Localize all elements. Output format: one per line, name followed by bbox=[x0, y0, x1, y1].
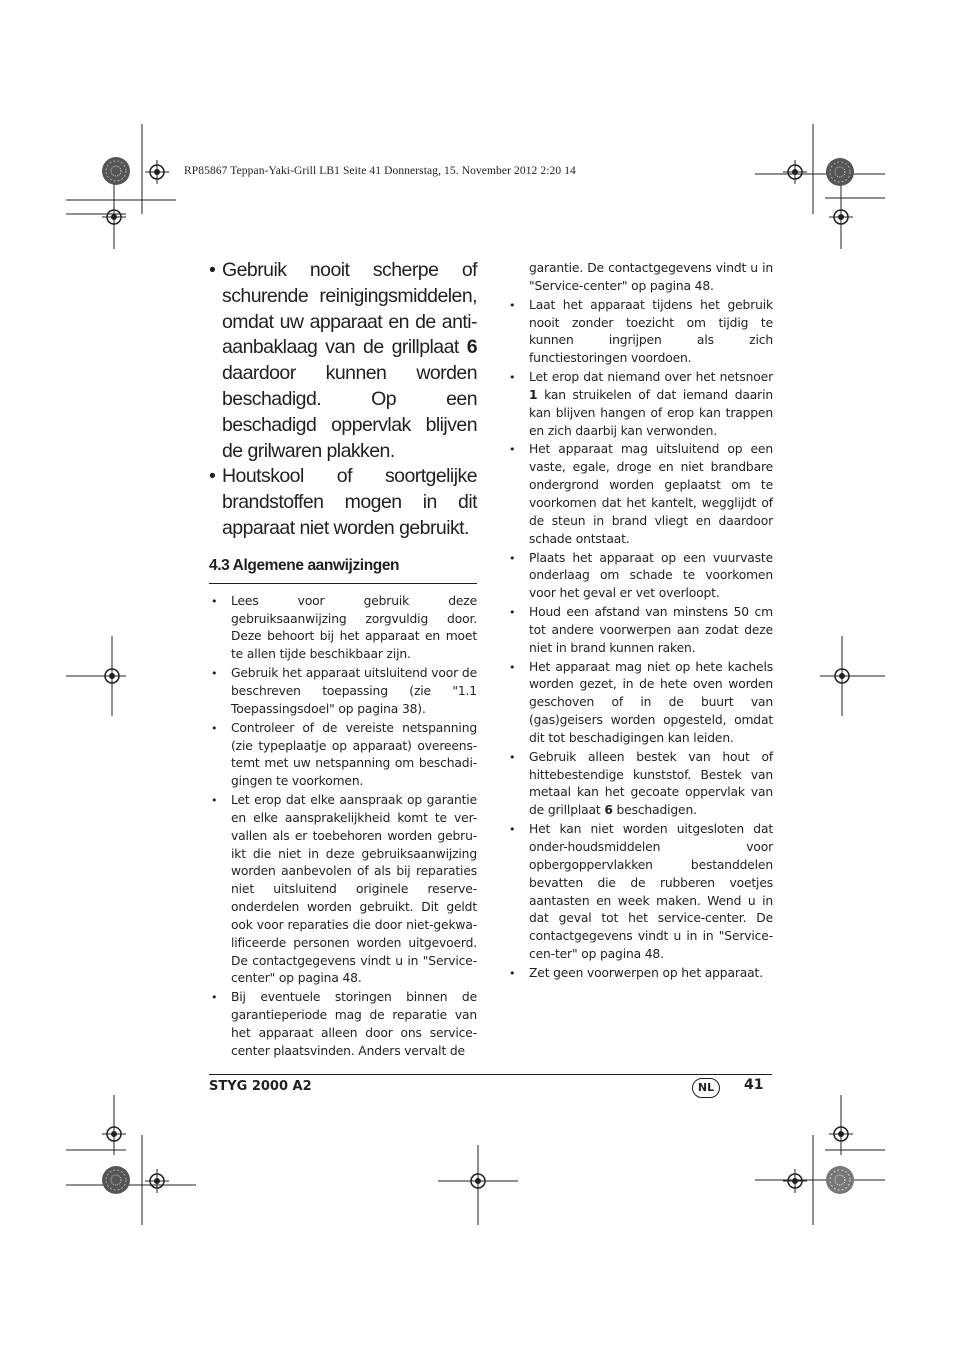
list-item: • Gebruik alleen bestek van hout of hittebestendige kunststof. Bestek van metaal kan het gecoate oppervlak van de grillplaat 6 beschadigen. bbox=[509, 749, 773, 818]
list-item: • Gebruik het apparaat uitsluitend voor de beschreven toepassing (zie "1.1 Toepassingsdoel" op pagina 38). bbox=[211, 666, 477, 716]
print-header: RP85867 Teppan-Yaki-Grill LB1 Seite 41 Donnerstag, 15. November 2012 2:20 14 bbox=[184, 165, 576, 177]
crosshair-top-left bbox=[145, 160, 169, 184]
registration-rosette-bottom-right bbox=[825, 1165, 855, 1195]
crosshair-middle-right bbox=[830, 664, 854, 688]
list-item: • Houd een afstand van minstens 50 cm tot andere voorwerpen aan zodat deze niet in brand kunnen raken. bbox=[509, 605, 773, 655]
list-item: • Het apparaat mag uitsluitend op een vaste, egale, droge en niet brandbare ondergrond worden geplaatst om te voorkomen dat het kantelt, wegglijdt of de steun in brand vliegt en daardoor schade ontstaat. bbox=[509, 442, 773, 546]
warning-item: • Gebruik nooit scherpe of schurende reinigingsmiddelen, omdat uw apparaat en de anti-aanbaklaag van de grillplaat 6 daardoor kunnen worden beschadigd. Op een beschadigd oppervlak blijven de grilwaren plakken. bbox=[209, 259, 477, 462]
bullet: • bbox=[209, 465, 216, 488]
registration-rosette-top-left bbox=[101, 156, 131, 186]
bullet: • bbox=[509, 371, 516, 385]
list-item: • Het apparaat mag niet op hete kachels worden gezet, in de hete oven worden geschoven of in de buurt van (gas)geisers worden opgesteld, omdat dit tot beschadigingen kan leiden. bbox=[509, 659, 773, 745]
crosshair-bottom-center bbox=[466, 1169, 490, 1193]
footer-rule bbox=[209, 1074, 772, 1075]
right-column bbox=[507, 260, 773, 984]
crop-mark-top-right bbox=[755, 124, 885, 249]
bullet: • bbox=[509, 966, 516, 980]
bullet: • bbox=[209, 259, 216, 281]
crosshair-bottom-right bbox=[783, 1169, 807, 1193]
crosshair-top-right-lower bbox=[829, 205, 853, 229]
crop-mark-bottom-right bbox=[755, 1095, 885, 1225]
bullet: • bbox=[211, 991, 218, 1005]
list-item: • Zet geen voorwerpen op het apparaat. bbox=[507, 965, 773, 983]
list-item: • Let erop dat elke aanspraak op garantie en elke aansprakelijkheid komt te ver-vallen als er toebehoren worden gebru-ikt die niet in deze gebruiksaanwijzing worden aanbevolen of als bij reparaties niet uitsluitend originele reserve-onderdelen worden gebruikt. Dit geldt ook voor reparaties die door niet-gekwa-lificeerde personen worden uitgevoerd. De contactgegevens vindt u in "Service-center" op pagina 48. bbox=[211, 793, 477, 986]
crop-mark-top-left bbox=[66, 124, 176, 249]
bullet: • bbox=[211, 794, 218, 808]
bullet: • bbox=[211, 667, 218, 681]
bullet: • bbox=[509, 750, 516, 764]
bullet: • bbox=[211, 594, 218, 608]
bullet: • bbox=[509, 551, 516, 565]
bullet: • bbox=[509, 606, 516, 620]
continued-text: garantie. De contactgegevens vindt u in "Service-center" op pagina 48. bbox=[529, 261, 773, 293]
crosshair-bottom-left-upper bbox=[102, 1122, 126, 1146]
bullet: • bbox=[509, 823, 516, 837]
crosshair-top-right bbox=[783, 160, 807, 184]
language-badge: NL bbox=[692, 1078, 720, 1098]
footer-model: STYG 2000 A2 bbox=[209, 1079, 312, 1094]
left-column bbox=[209, 258, 477, 1062]
warning-item: • Houtskool of soortgelijke brandstoffen mogen in dit apparaat niet worden gebruikt. bbox=[209, 465, 477, 539]
list-item: • Laat het apparaat tijdens het gebruik nooit zonder toezicht om tijdig te kunnen ingrijpen als zich functiestoringen voordoen. bbox=[509, 297, 773, 366]
general-instructions-list bbox=[209, 593, 477, 1061]
list-item: • Bij eventuele storingen binnen de garantieperiode mag de reparatie van het apparaat alleen door ons service-center plaatsvinden. Anders vervalt de bbox=[211, 990, 477, 1058]
bullet: • bbox=[509, 660, 516, 674]
crop-mark-bottom-left bbox=[66, 1095, 196, 1225]
crosshair-bottom-left bbox=[145, 1169, 169, 1193]
list-item: • Let erop dat niemand over het netsnoer 1 kan struikelen of dat iemand daarin kan blijven hangen of erop kan trappen en zich daarbij kan verwonden. bbox=[509, 370, 773, 438]
list-item: • Het kan niet worden uitgesloten dat onder-houdsmiddelen voor opbergoppervlakken bestanddelen bevatten die de rubberen voetjes aantasten en week maken. Wend u in dat geval tot het service-center. De contactgegevens vindt u in in "Service-cen-ter" op pagina 48. bbox=[509, 822, 773, 962]
registration-rosette-bottom-left bbox=[101, 1165, 131, 1195]
crosshair-bottom-right-upper bbox=[829, 1122, 853, 1146]
bullet: • bbox=[509, 443, 516, 457]
bullet: • bbox=[211, 721, 218, 735]
page-number: 41 bbox=[744, 1077, 764, 1093]
section-heading: 4.3 Algemene aanwijzingen bbox=[209, 557, 477, 584]
registration-rosette-top-right bbox=[825, 157, 855, 187]
list-item: • Lees voor gebruik deze gebruiksaanwijzing zorgvuldig door. Deze behoort bij het apparaat en moet te allen tijde beschikbaar zijn. bbox=[211, 593, 477, 662]
crosshair-top-left-lower bbox=[102, 205, 126, 229]
list-item: • Plaats het apparaat op een vuurvaste onderlaag om schade te voorkomen voor het geval er vet overloopt. bbox=[509, 550, 773, 601]
crosshair-middle-left bbox=[100, 664, 124, 688]
general-instructions-list-continued bbox=[507, 297, 773, 983]
bullet: • bbox=[509, 298, 516, 312]
list-item: • Controleer of de vereiste netspanning (zie typeplaatje op apparaat) overeens-temt met uw netspanning om beschadi-gingen te voorkomen. bbox=[211, 720, 477, 789]
warning-list bbox=[209, 258, 477, 542]
